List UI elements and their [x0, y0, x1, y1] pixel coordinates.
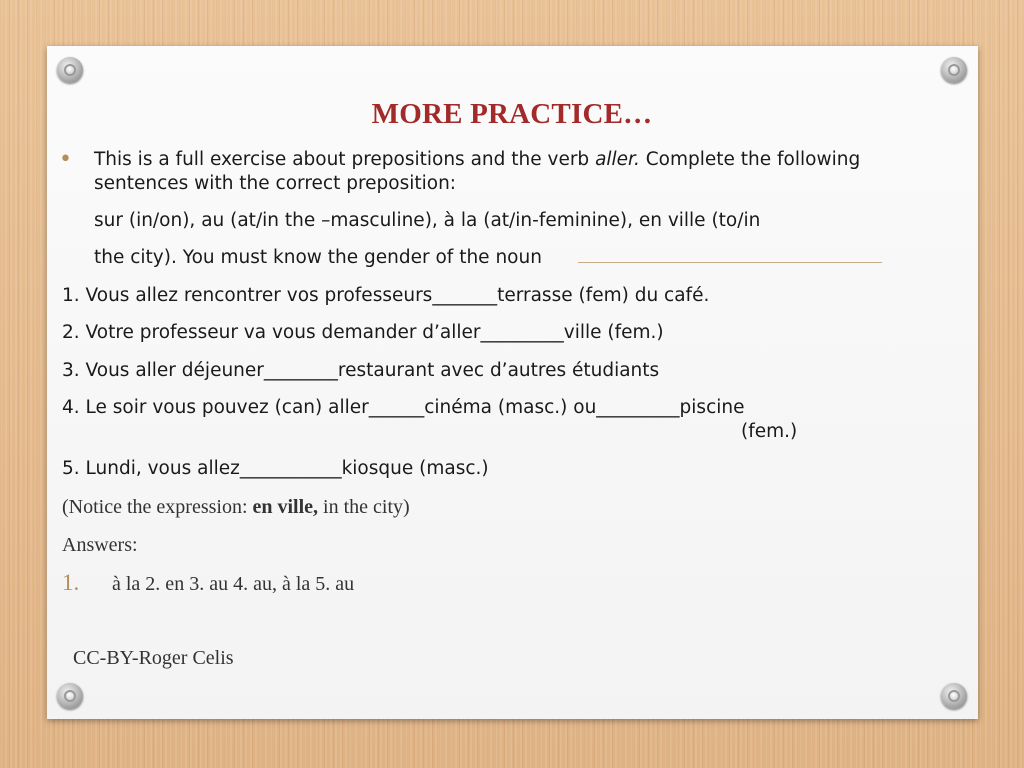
exercise-4: 4. Le soir vous pouvez (can) aller______cinéma (masc.) ou_________piscine [62, 397, 745, 418]
exercise-4-continuation: (fem.) [741, 421, 798, 442]
intro-line-4: the city). You must know the gender of the noun [94, 247, 542, 268]
exercise-1: 1. Vous allez rencontrer vos professeurs_______terrasse (fem) du café. [62, 285, 710, 306]
notice-text: (Notice the expression: [62, 496, 253, 518]
bullet-icon: • [59, 147, 72, 172]
credit: CC-BY-Roger Celis [73, 647, 234, 669]
rivet-icon [941, 683, 967, 709]
intro-text: Complete the following [639, 149, 861, 170]
answers-number: 1. [62, 570, 80, 595]
intro-line-2: sentences with the correct preposition: [94, 173, 457, 194]
rivet-icon [941, 57, 967, 83]
exercise-2: 2. Votre professeur va vous demander d’aller_________ville (fem.) [62, 322, 664, 343]
notice-line [62, 496, 410, 519]
answers-line [62, 570, 355, 596]
intro-line-1 [94, 149, 860, 170]
slide-card [47, 46, 978, 719]
exercise-3: 3. Vous aller déjeuner________restaurant avec d’autres étudiants [62, 360, 660, 381]
rivet-icon [57, 683, 83, 709]
notice-expression: en ville, [252, 496, 319, 518]
answers-text: à la 2. en 3. au 4. au, à la 5. au [112, 573, 355, 595]
exercise-5: 5. Lundi, vous allez___________kiosque (masc.) [62, 458, 489, 479]
rivet-icon [57, 57, 83, 83]
intro-text: This is a full exercise about prepositions and the verb [94, 149, 596, 170]
answers-label: Answers: [62, 534, 138, 556]
intro-line-3: sur (in/on), au (at/in the –masculine), à la (at/in-feminine), en ville (to/in [94, 210, 761, 231]
slide-title: MORE PRACTICE… [371, 98, 653, 130]
divider [578, 262, 882, 263]
intro-verb: aller. [595, 149, 640, 170]
notice-text: in the city) [318, 496, 410, 518]
